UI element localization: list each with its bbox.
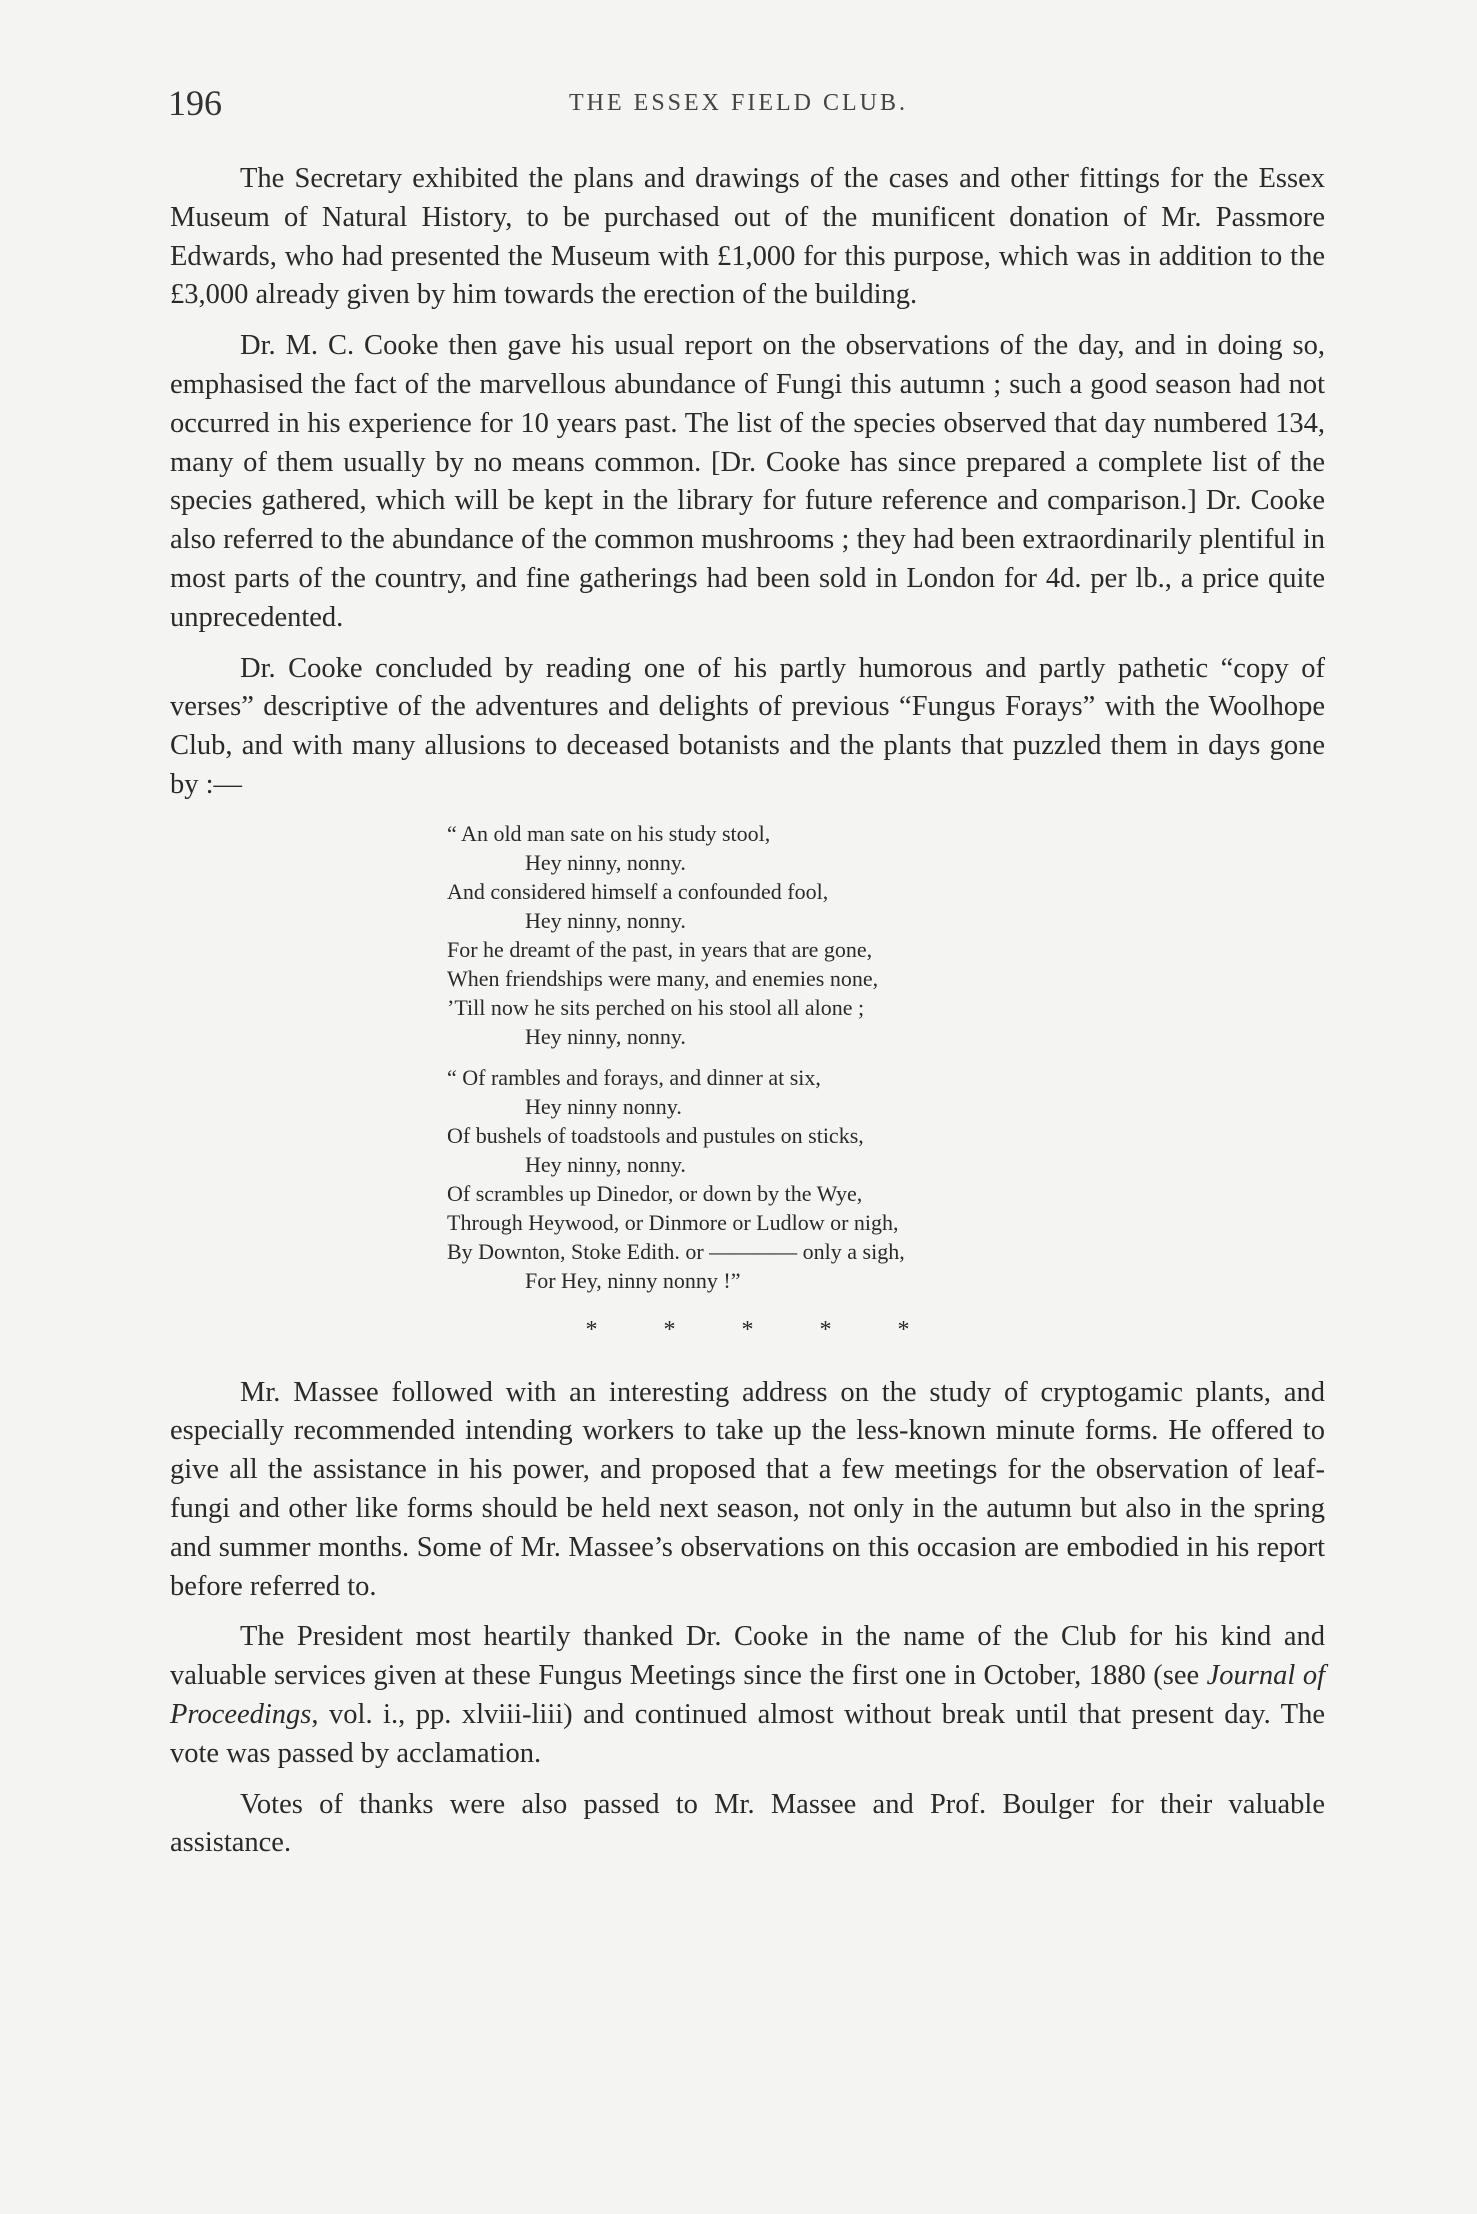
poem-line: For he dreamt of the past, in years that are gone, bbox=[447, 936, 873, 962]
page-number: 196 bbox=[168, 83, 222, 123]
poem-line: When friendships were many, and enemies none, bbox=[447, 965, 879, 991]
poem-line: Of scrambles up Dinedor, or down by the Wye, bbox=[447, 1180, 863, 1206]
paragraph-secretary: The Secretary exhibited the plans and drawings of the cases and other fittings for the Essex Museum of Natural History, to be purchased out of the munificent donation of Mr. Passmore Edwards, who had presented the Museum with £1,000 for this purpose, which was in addition to the £3,000 already given by him towards the erection of the building. bbox=[170, 163, 1325, 311]
section-separator: * * * * * bbox=[585, 1316, 940, 1343]
president-text-before: The President most heartily thanked Dr. Cooke in the name of the Club for his kind and valuable services given at these Fungus Meetings since the first one in October, 1880 (see bbox=[170, 1621, 1325, 1692]
paragraph-president bbox=[170, 1618, 1325, 1773]
poem-refrain: Hey ninny, nonny. bbox=[525, 849, 686, 875]
poem-refrain: Hey ninny nonny. bbox=[525, 1093, 682, 1119]
poem-line: ’Till now he sits perched on his stool all alone ; bbox=[447, 994, 865, 1020]
poem bbox=[447, 819, 1325, 1295]
poem-line: By Downton, Stoke Edith. or ———— only a sigh, bbox=[447, 1238, 905, 1264]
page-header bbox=[0, 82, 1477, 132]
poem-line: And considered himself a confounded fool, bbox=[447, 878, 829, 904]
poem-line: “ Of rambles and forays, and dinner at six, bbox=[447, 1064, 821, 1090]
poem-refrain: Hey ninny, nonny. bbox=[525, 1151, 686, 1177]
poem-refrain: Hey ninny, nonny. bbox=[525, 907, 686, 933]
poem-refrain: For Hey, ninny nonny !” bbox=[525, 1267, 741, 1293]
poem-line: Through Heywood, or Dinmore or Ludlow or nigh, bbox=[447, 1209, 899, 1235]
paragraph-cooke-verses: Dr. Cooke concluded by reading one of his partly humorous and partly pathetic “copy of verses” descriptive of the adventures and delights of previous “Fungus Forays” with the Woolhope Club, and with many allusions to deceased botanists and the plants that puzzled them in days gone by :— bbox=[170, 652, 1325, 800]
president-text-after: , vol. i., pp. xlviii-liii) and continued almost without break until that present day. The vote was passed by acclamation. bbox=[170, 1698, 1325, 1769]
poem-stanza-2 bbox=[447, 1063, 1325, 1295]
page-body bbox=[170, 160, 1325, 1875]
poem-line: Of bushels of toadstools and pustules on sticks, bbox=[447, 1122, 864, 1148]
paragraph-cooke-report: Dr. M. C. Cooke then gave his usual report on the observations of the day, and in doing so, emphasised the fact of the marvellous abundance of Fungi this autumn ; such a good season had not occurred in his experience for 10 years past. The list of the species observed that day numbered 134, many of them usually by no means common. [Dr. Cooke has since prepared a complete list of the species gathered, which will be kept in the library for future reference and comparison.] Dr. Cooke also referred to the abundance of the common mushrooms ; they had been extraordinarily plentiful in most parts of the country, and fine gatherings had been sold in London for 4d. per lb., a price quite unprecedented. bbox=[170, 330, 1325, 633]
poem-line: “ An old man sate on his study stool, bbox=[447, 820, 771, 846]
poem-stanza-1 bbox=[447, 819, 1325, 1051]
running-title: THE ESSEX FIELD CLUB. bbox=[569, 90, 908, 116]
paragraph-massee: Mr. Massee followed with an interesting address on the study of cryptogamic plants, and especially recommended intending workers to take up the less-known minute forms. He offered to give all the assistance in his power, and proposed that a few meetings for the observation of leaf-fungi and other like forms should be held next season, not only in the autumn but also in the spring and summer months. Some of Mr. Massee’s observations on this occasion are embodied in his report before referred to. bbox=[170, 1376, 1325, 1602]
journal-title: Journal of Proceedings bbox=[170, 1660, 1325, 1730]
poem-refrain: Hey ninny, nonny. bbox=[525, 1023, 686, 1049]
paragraph-votes: Votes of thanks were also passed to Mr. Massee and Prof. Boulger for their valuable assistance. bbox=[170, 1788, 1325, 1859]
